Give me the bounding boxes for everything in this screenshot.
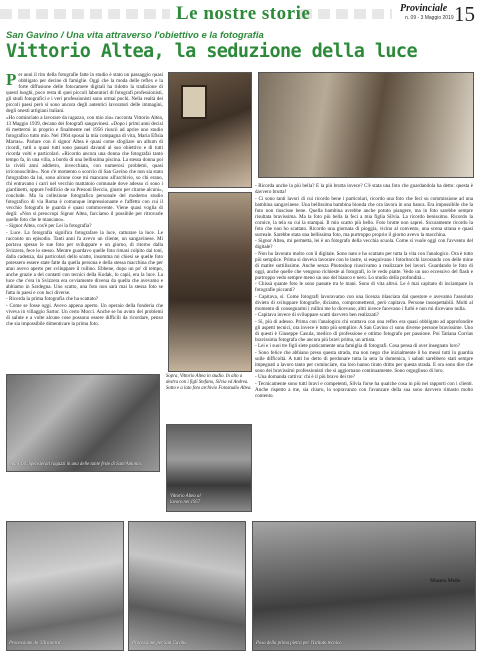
caption-studio: Sopra, Vittorio Altea in studio. In alto a destra con i figli Stefano, Silvia ed Andrea. Sotto e a lato foto archivio Fotostudio Altea. — [166, 374, 252, 391]
photo-family-portrait — [258, 72, 474, 178]
article-column-2 — [255, 183, 473, 583]
paragraph: - Come se fosse oggi. Avevo appena aperto. Un operaio della fonderia che viveva in villaggio Sartor. Un certo Mocci. Anche se ho avuto dei problemi di salute e a volte alcune cose possono essere difficili da ricordare, penso che sia impossibile dimenticare la prima foto. — [6, 302, 163, 327]
paragraph: - Luce. La fotografia significa fotografare la luce, catturare la luce. Le racconto un episodio. Tanti anni fa avevo un cliente, un sangavinese. Mi portava spesso le sue foto per sviluppare e un giorno, di ritorno dalla Svizzera, fece lo stesso. Mentre guardavo quelle foto rimasi colpito dai toni, dalla cadenza, dai particolari dello scatto, insomma mi chiesi se quelle foto potessero essere state fatte da quella persona e della stessa macchina che per anni avevo aperto per sviluppare il rullino. Ebbene, dopo un po' di tempo, anche grazie a dei contatti con tecnici della Kodak, lo capii, era la luce. La luce che c'era in Svizzera era ovviamente diversa da quella che avevamo e abbiamo in Sardegna. Uno scatto, una foto non sarà mai la stessa foto se fatta in paesi e con luci diverse. — [6, 229, 163, 296]
caption-procession-2: Processione per San Gavino — [132, 641, 187, 646]
paragraph: - Capitava, sì. Come fotografi lavoravamo con una licenza rilasciata dal questore e avevamo l'assoluto divieto di sviluppare fotografie, diciamo, compromettenti, però capitava. Persone insospettabili. Molti al momento di consegnarmi i rullini me lo dicevano, altri invece facevano i furbi e non mi dicevano nulla. — [255, 293, 473, 312]
photo-altea-in-studio — [168, 192, 252, 372]
paragraph: - Ci sono tanti lavori di cui ricordo bene i particolari, ricordo una foto che feci su commissione ad una bambina sangavinese. Una bellissima bambina bionda che ora lavora in una banca. Era impossibile che la foto non riuscisse bene. Quella bambina avrebbe anche potuto piangere, ma in foto sarebbe sempre risultata bravissima. Ma la foto più bella la feci a mia figlia Silvia. La ricordo benissimo. Ricordo la cornice, la tela su cui la stampai. Il mio scatto più bello. Foto brutte non saprei. Sicuramente ricordo la foto che non ho scattato. Ricordo una giornata di pioggia, vicino al convento, una scena strana e quasi surreale. Sarebbe stata una bellissima foto, ma purtroppo proprio il giorno avevo la macchina. — [255, 195, 473, 238]
author-signature: Mauro Melis — [430, 578, 461, 584]
paragraph: - Una domanda cattiva: chi è il più bravo dei tre? — [255, 374, 355, 380]
photo-procession-sincontru — [6, 521, 124, 651]
caption-procession-1: Processione de 'S'Incontru' — [9, 641, 62, 646]
caption-first-stone: Posa della prima pietra per l'Istituto tecnico — [256, 641, 342, 646]
paragraph: «Ho cominciato a lavorare da ragazzo, con mio zio» racconta Vittorio Altea, 13 Maggio 1939, decano dei fotografi sangavinesi. «Dopo i primi anni decisi di mettermi in proprio e finalmente nel 1956 riuscii ad aprire uno studio fotografico tutto mio. Nel 1964 sposai la mia compagna di vita, Maria Efisia Marras». Parlare con il signor Altea è quasi come sfogliare un album di ricordi, tutti o quasi tutti sono passati davanti al suo obiettivo e di tutti ricorda volti e particolari. «Ricordo ancora una donna che fotografai tanto tempo fa, in una villa, a bordo di una bellissima piscina. La stessa donna poi la rividi anni addietro, invecchiata, con numerosi problemi, quasi irriconoscibile». Non c'è momento o scorcio di San Gavino che non sia stato fotografato da lui, sono alcune cose mi mancano all'archivio, so chi erano, chi entravano i carri nel vecchio mattatoio comunale dove adesso ci sono i giardinetti, oppure l'edificio de su Presoni Becciu, giusto per citarne alcuni», conclude. Ma la collezione fotografica personale del moderno studio fotografico di via Roma è comunque impressionante e l'affetto con cui il vecchio fotografo le guarda è quasi commovente. Viene quasi voglia di degli: «Non si preoccupi Signor Altea, facciamo il possibile per ritrovarle quelle foto che le mancano». — [6, 114, 163, 223]
paragraph: - Tecnicamente sono tutti bravi e competenti, Silvia forse ha qualche cosa in più nei rapporti con i clienti. Anche rispetto a me, sia chiaro, lo sopravanzo con l'avanzare della sua sono davvero rimasto molto contento. — [255, 380, 473, 399]
paragraph: - Sì, più di adesso. Prima con l'analogico chi scattava con una reflex era quasi obbligato ad approfondire gli aspetti tecnici, ora invece è tutto più semplice. A San Gavino ci sono diverse persone bravissime. Uno di questi è Giuseppe Casula, medico di professione e ottimo fotografo per passione. Poi Tatiana Corrias bravissima fotografa che ancora più bravi prima, un artista. — [255, 318, 473, 343]
caption-sixties: Anni '60. Spensierati ragazzi in una delle tante feste di Sant'Antonio. — [10, 462, 143, 467]
paragraph: - Lei e i suoi tre figli siete praticamente una famiglia di fotografi. Cosa pensa di aver insegnato loro? — [255, 343, 460, 349]
page-number: 15 — [454, 2, 475, 26]
paragraph: - Signor Altea, mi permetta, lei è un fotografo della vecchia scuola. Come si vuole oggi con l'avvento del digitale? — [255, 238, 473, 250]
article-headline: Vittorio Altea, la seduzione della luce — [6, 41, 417, 62]
header-ornament-left — [0, 9, 170, 19]
section-rubric: Le nostre storie — [176, 3, 311, 24]
paragraph: - Chissà quante foto le sono passate tra le mani. Sono di vita altrui. Le è mai capitato di inciampare in fotografie piccanti? — [255, 281, 473, 293]
photo-studio-wall — [168, 72, 252, 188]
drop-cap: P — [6, 72, 17, 89]
paragraph: - Signor Altea, cos'è per Lei la fotografia? — [6, 223, 92, 229]
newspaper-logo: Provinciale — [400, 3, 448, 14]
issue-date: n. 09 - 3 Maggio 2019 — [405, 15, 454, 21]
photo-procession-san-gavino — [128, 521, 246, 651]
photo-sixties-party — [6, 374, 160, 472]
paragraph: - Sono felice che abbiano preso questa strada, ma non nego che inizialmente li ho messi tutti in guardia sulle difficoltà. A tutti ho detto di perdonare tutta la sera la domenica, i sabati sarebbero stati sempre impegnati a lavoro tanto per cominciare, ma loro hanno tirato dritto per questa strada. E ora sono dire che sono dei bravissimi professionisti che si aggiornano continuamente. Sono orgoglioso di loro. — [255, 349, 473, 374]
paragraph: - Ricorda la prima fotografia che ha scattato? — [6, 296, 99, 302]
paragraph: - Ricorda anche la più bella? E la più brutta invece? C'è stata una foto che guardandola ha detto: questa è davvero brutta! — [255, 183, 473, 195]
caption-at-work: Vittorio Altea al lavoro nel 1957 — [170, 494, 201, 505]
article-kicker: San Gavino / Una vita attraverso l'obiettivo e la fotografia — [6, 30, 264, 41]
paragraph: - Capitava invece di sviluppare scatti davvero ben realizzati? — [255, 312, 379, 318]
paragraph: - Non ho lavorato molto con il digitale. Sono nato e ho scattato per tutta la vita con l'analogico. Ora è tutto più semplice. Prima si doveva lavorare con le lastre, si eseguivano i fotoritocchi lavorando con delle mine di matite sottilissime. Anche senza Photoshop riuscivamo a realizzare bei lavori. Guardando le foto di oggi, anche quelle che vengono richieste ai fotografi, io le vedo piatte. Vedo un uso eccessivo del flash e purtroppo vedo sempre meno un uso del bianco e nero. Lo studio della profondità... — [255, 250, 473, 281]
header-ornament-right — [300, 9, 392, 19]
article-column-1 — [6, 72, 163, 372]
paragraph: er anni il rito della fotografie fatte in studio è stato un passaggio quasi obbligato per decine di famiglie. Oggi che la moda delle reflex e la forte diffusione delle fotocamere digitali ha ridotto la tradizione di questi luoghi, poco resta di quei piccoli laboratori di fotografi professionisti, gli studi fotografici e i veri professionisti sono ormai pochi. Nella realtà dei piccoli paesi però si sono ancora degli autentici lavoratori delle immagini, degli onesti artigiani italiani. — [6, 72, 163, 114]
